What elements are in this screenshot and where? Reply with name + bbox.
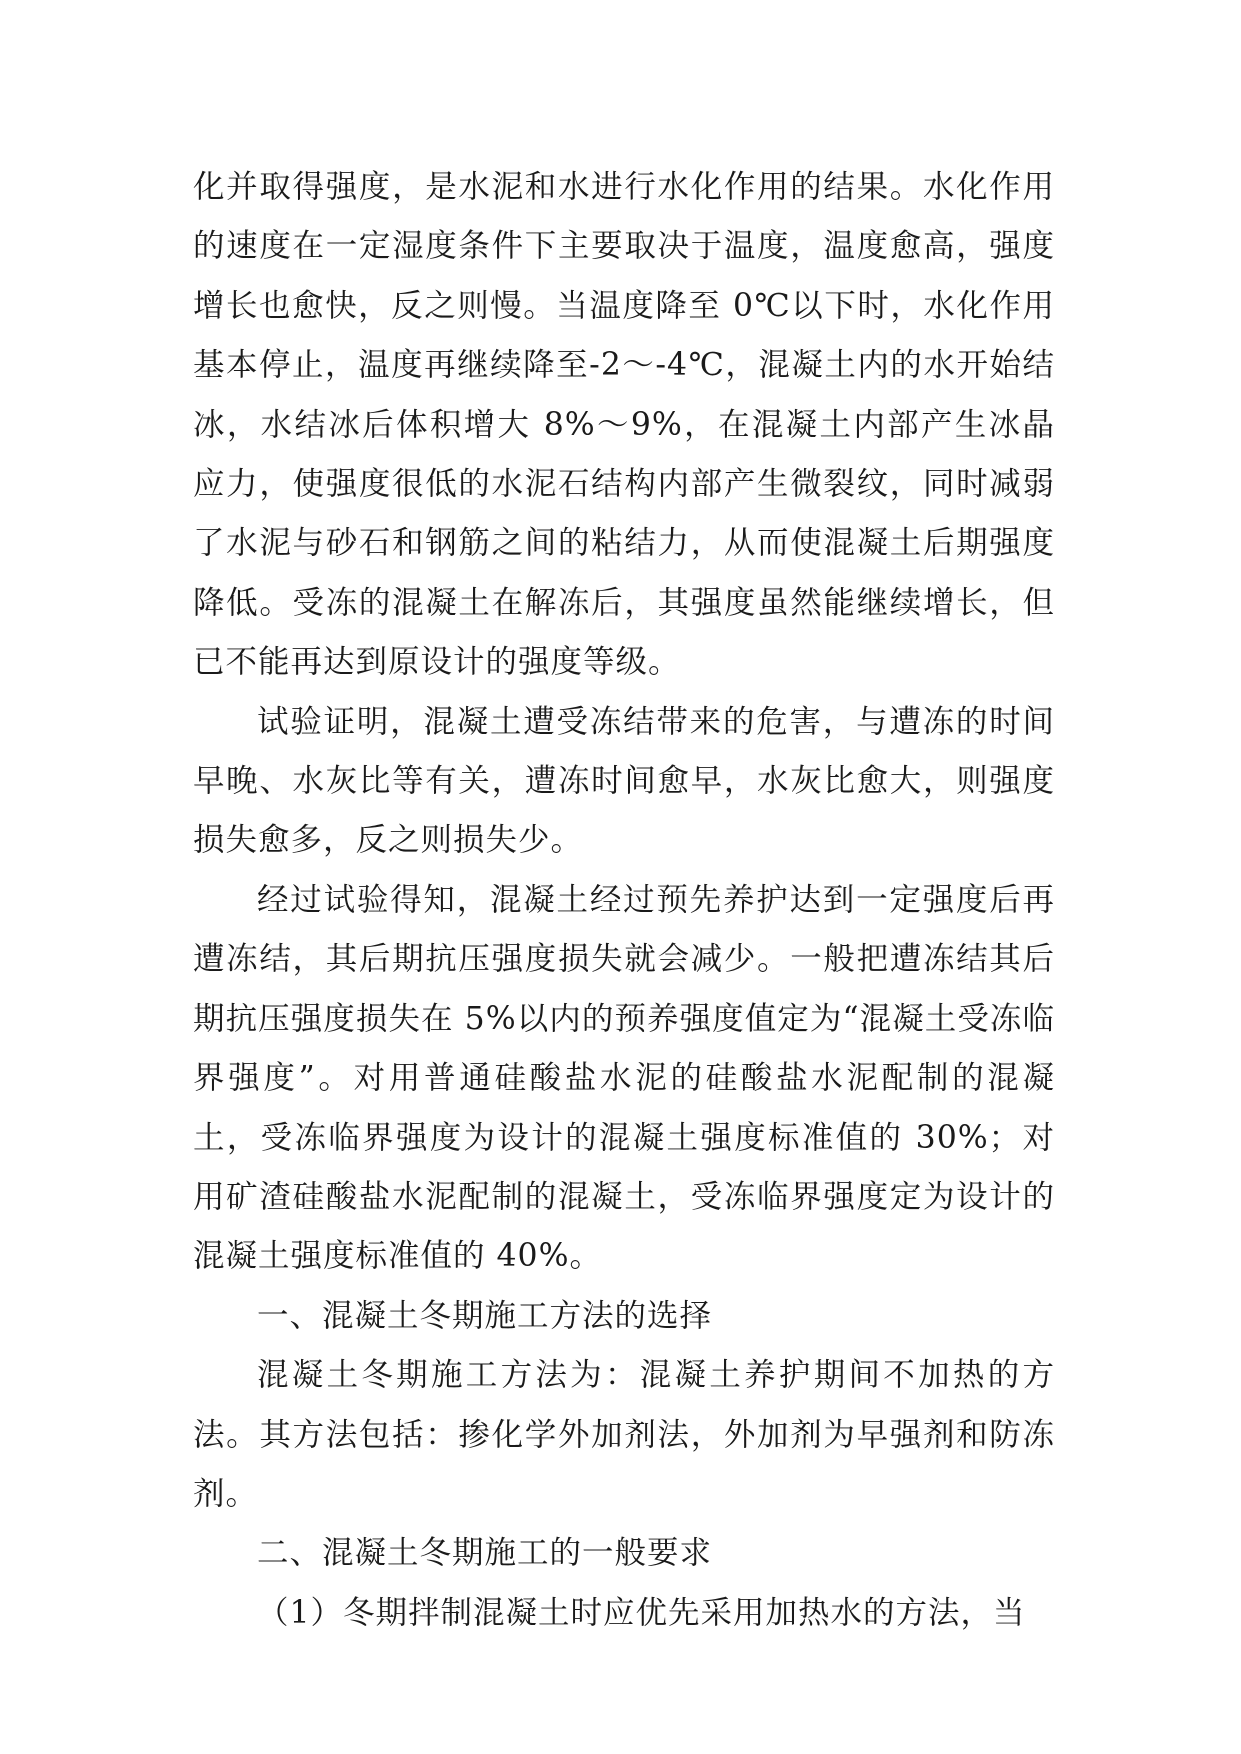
paragraph-critical-strength: 经过试验得知，混凝土经过预先养护达到一定强度后再遭冻结，其后期抗压强度损失就会减少。一般把遭冻结其后期抗压强度损失在 5%以内的预养强度值定为“混凝土受冻临界强度”。对用普通硅酸盐水泥的硅酸盐水泥配制的混凝土，受冻临界强度为设计的混凝土强度标准值的 30%；对用矿渣硅酸盐水泥配制的混凝土，受冻临界强度定为设计的混凝土强度标准值的 40%。 — [193, 881, 1055, 1275]
section-heading-method-selection: 一、混凝土冬期施工方法的选择 — [257, 1297, 713, 1334]
paragraph-test-proof: 试验证明，混凝土遭受冻结带来的危害，与遭冻的时间早晚、水灰比等有关，遭冻时间愈早，水灰比愈大，则强度损失愈多，反之则损失少。 — [193, 703, 1055, 859]
list-item-1: （1）冬期拌制混凝土时应优先采用加热水的方法，当 — [257, 1594, 1026, 1631]
paragraph-construction-method: 混凝土冬期施工方法为：混凝土养护期间不加热的方法。其方法包括：掺化学外加剂法，外加剂为早强剂和防冻剂。 — [193, 1357, 1055, 1512]
document-body — [193, 158, 1055, 1643]
paragraph-continuation: 化并取得强度，是水泥和水进行水化作用的结果。水化作用的速度在一定湿度条件下主要取决于温度，温度愈高，强度增长也愈快，反之则慢。当温度降至 0℃以下时，水化作用基本停止，温度再继续降至-2～-4℃，混凝土内的水开始结冰，水结冰后体积增大 8%～9%，在混凝土内部产生冰晶应力，使强度很低的水泥石结构内部产生微裂纹，同时减弱了水泥与砂石和钢筋之间的粘结力，从而使混凝土后期强度降低。受冻的混凝土在解冻后，其强度虽然能继续增长，但已不能再达到原设计的强度等级。 — [193, 169, 1055, 681]
section-heading-general-requirements: 二、混凝土冬期施工的一般要求 — [257, 1535, 713, 1572]
